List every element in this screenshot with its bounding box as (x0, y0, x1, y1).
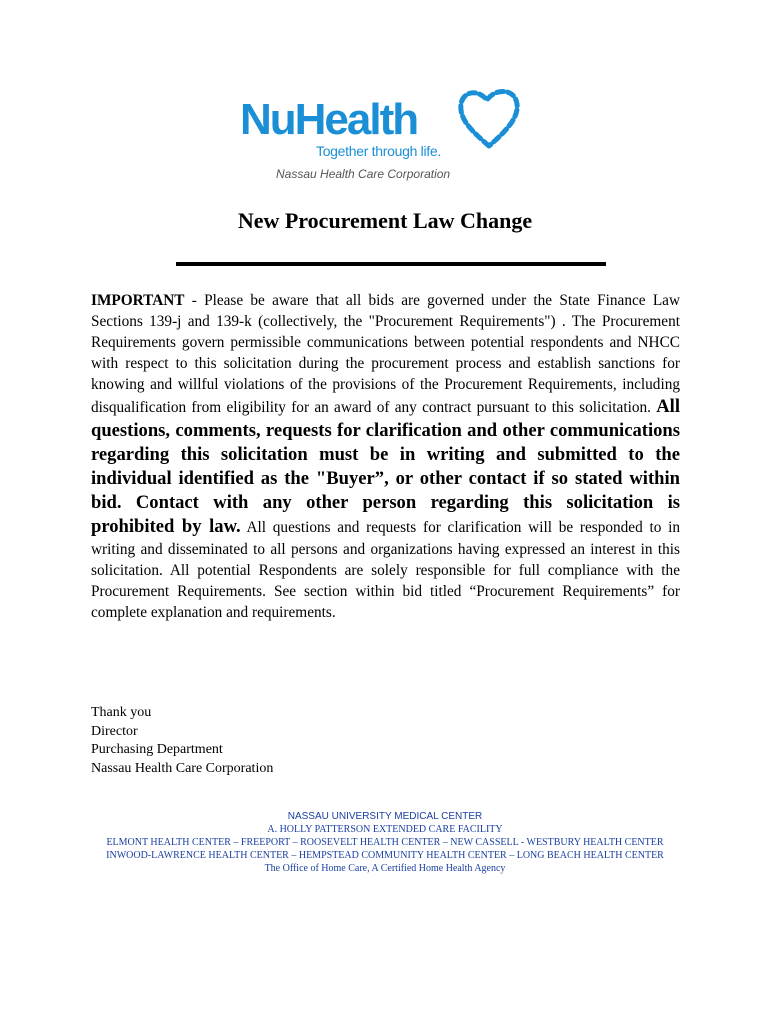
title-underline (176, 262, 606, 266)
footer-line-4: INWOOD-LAWRENCE HEALTH CENTER – HEMPSTEAD COMMUNITY HEALTH CENTER – LONG BEACH HEALTH CENTER (106, 850, 664, 861)
footer (0, 810, 770, 875)
footer-line-1: NASSAU UNIVERSITY MEDICAL CENTER (287, 811, 483, 822)
heart-icon (455, 84, 525, 154)
signature-thanks: Thank you (91, 705, 152, 720)
footer-line-2: A. HOLLY PATTERSON EXTENDED CARE FACILITY (267, 824, 503, 835)
signature-block (91, 704, 273, 778)
signature-department: Purchasing Department (91, 742, 223, 757)
paragraph-intro: - Please be aware that all bids are governed under the State Finance Law Sections 139-j and 139-k (collectively, the "Procurement Requirements") . The Procurement Requirements govern permissible communications between potential respondents and NHCC with respect to this solicitation during the procurement process and establish sanctions for knowing and willful violations of the provisions of the Procurement Requirements, including disqualification from eligibility for an award of any contract pursuant to this solicitation. (91, 292, 680, 416)
nuhealth-logo (240, 84, 530, 184)
paragraph-bold-warning: All questions, comments, requests for clarification and other communications regarding this solicitation must be in writing and submitted to the individual identified as the "Buyer”, or other contact if so stated within bid. Contact with any other person regarding this solicitation is prohibited by law. (91, 396, 680, 537)
signature-organization: Nassau Health Care Corporation (91, 760, 274, 776)
notice-paragraph (91, 290, 680, 623)
logo-tagline: Together through life. (316, 143, 441, 159)
important-label: IMPORTANT (91, 292, 185, 309)
signature-title: Director (91, 723, 138, 739)
page-title: New Procurement Law Change (237, 208, 533, 233)
logo-wordmark: NuHealth (240, 95, 418, 144)
footer-line-5: The Office of Home Care, A Certified Home Health Agency (264, 863, 506, 874)
footer-line-3: ELMONT HEALTH CENTER – FREEPORT – ROOSEVELT HEALTH CENTER – NEW CASSELL - WESTBURY HEALTH CENTER (106, 837, 664, 848)
paragraph-conclusion: All questions and requests for clarification will be responded to in writing and disseminated to all persons and organizations having expressed an interest in this solicitation. All potential Respondents are solely responsible for full compliance with the Procurement Requirements. See section within bid titled “Procurement Requirements” for complete explanation and requirements. (91, 519, 680, 621)
logo-subtitle: Nassau Health Care Corporation (276, 167, 451, 181)
